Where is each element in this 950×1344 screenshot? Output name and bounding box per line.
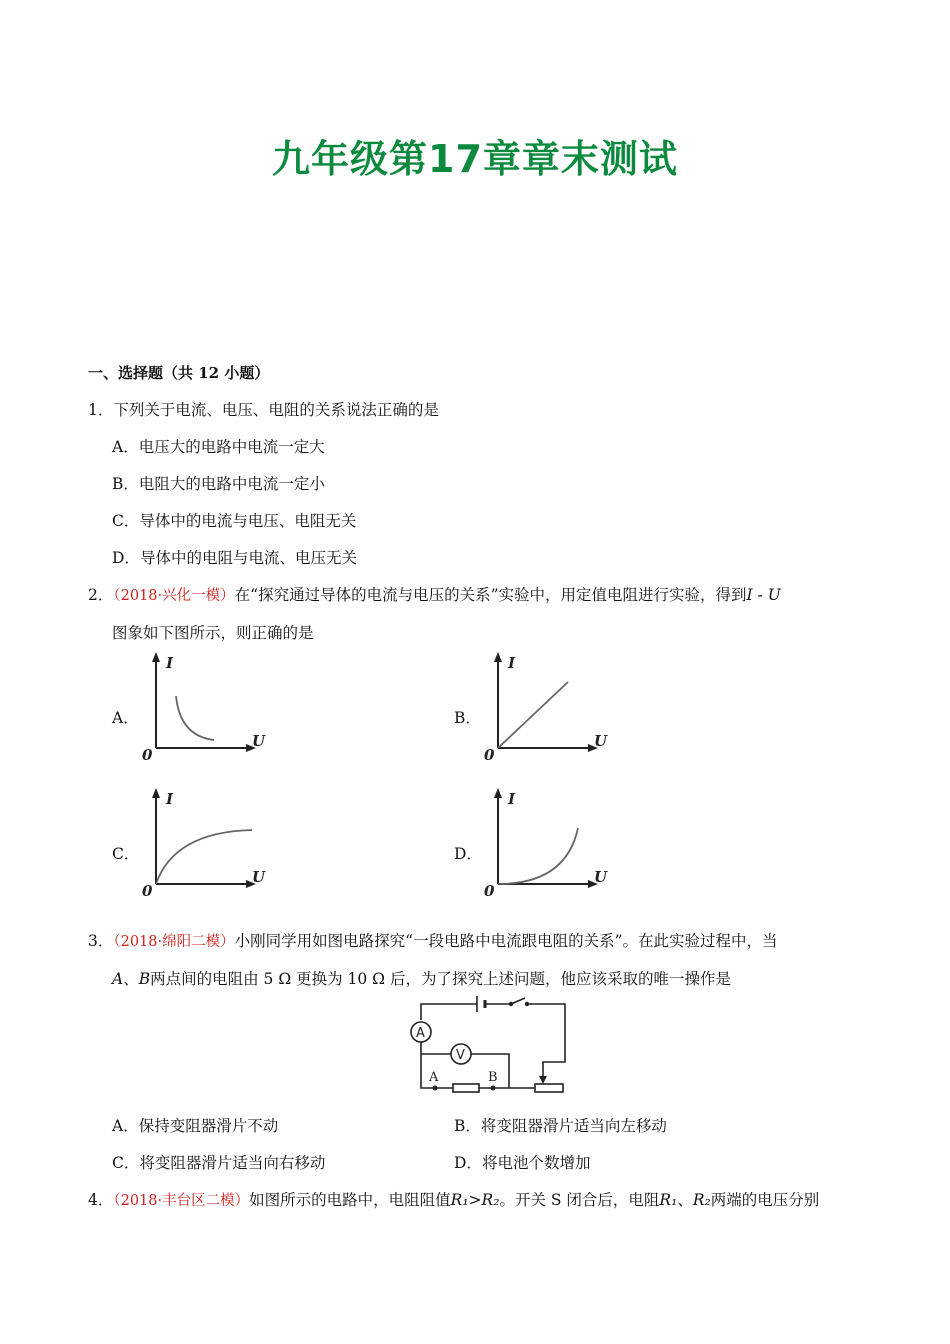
q1-option-c: C．导体中的电流与电压、电阻无关 [112, 512, 357, 530]
question-number: 2． [88, 586, 114, 604]
point-a-label: A [429, 1070, 439, 1085]
graph-a-label: A． [112, 709, 139, 727]
voltmeter-label: V [456, 1048, 465, 1063]
axis-label-i: I [166, 654, 174, 672]
axis-label-i: I [508, 790, 516, 808]
q3-option-a: A．保持变阻器滑片不动 [112, 1117, 279, 1135]
iu-symbol: I - U [746, 586, 781, 604]
graph-b [482, 652, 612, 762]
q3-option-c: C．将变阻器滑片适当向右移动 [112, 1154, 326, 1172]
curve-concave-down [156, 830, 252, 884]
graph-c [140, 788, 270, 898]
wire-top-right [529, 1004, 565, 1062]
point-a-dot [433, 1086, 438, 1091]
question-number: 3． [88, 932, 114, 950]
source-tag: （2018·丰台区二模） [113, 1193, 250, 1209]
curve-inverse [176, 696, 214, 740]
q3-option-b: B．将变阻器滑片适当向左移动 [454, 1117, 667, 1135]
curve-linear [498, 682, 568, 748]
question-stem: 下列关于电流、电压、电阻的关系说法正确的是 [113, 401, 439, 419]
origin-label: 0 [484, 882, 495, 900]
axis-label-u: U [252, 732, 266, 750]
rheostat-icon [535, 1084, 563, 1092]
graph-d-label: D． [454, 845, 482, 863]
question-number: 4． [88, 1191, 114, 1209]
y-arrow [494, 788, 502, 798]
rheostat-slider-arrow [539, 1076, 547, 1084]
question-4: 4．（2018·丰台区二模）如图所示的电路中，电阻阻值R₁>R₂。开关 S 闭合后，电阻R₁、R₂两端的电压分别 [88, 1191, 820, 1209]
point-b-label: B [488, 1070, 498, 1085]
q3-option-d: D．将电池个数增加 [454, 1154, 591, 1172]
question-3 [88, 929, 778, 951]
origin-label: 0 [484, 746, 495, 764]
question-stem: 在“探究通过导体的电流与电压的关系”实验中，用定值电阻进行实验，得到 [234, 586, 747, 604]
question-2-line2: 图象如下图所示，则正确的是 [112, 624, 314, 642]
y-arrow [152, 788, 160, 798]
graph-a [140, 652, 270, 762]
axis-label-i: I [508, 654, 516, 672]
y-arrow [494, 652, 502, 662]
q1-option-d: D．导体中的电阻与电流、电压无关 [112, 549, 357, 567]
q1-option-a: A．电压大的电路中电流一定大 [112, 438, 325, 456]
graph-d [482, 788, 612, 898]
axis-label-i: I [166, 790, 174, 808]
switch-contact [525, 1002, 529, 1006]
origin-label: 0 [142, 882, 153, 900]
graph-c-label: C． [112, 845, 140, 863]
switch-lever [511, 998, 525, 1004]
resistor-icon [453, 1084, 479, 1092]
axis-label-u: U [594, 868, 608, 886]
question-stem: 小刚同学用如图电路探究“一段电路中电流跟电阻的关系”。在此实验过程中，当 [234, 932, 778, 950]
wire-top-left [421, 1004, 477, 1020]
source-tag: （2018·绵阳二模） [113, 934, 235, 950]
circuit-diagram [405, 996, 575, 1096]
question-3-line2: A、B两点间的电阻由 5 Ω 更换为 10 Ω 后，为了探究上述问题，他应该采取的唯一操作是 [112, 970, 731, 988]
graph-b-label: B． [454, 709, 481, 727]
section-heading: 一、选择题（共 12 小题） [88, 364, 270, 382]
source-tag: （2018·兴化一模） [113, 588, 235, 604]
curve-concave-up [498, 828, 578, 884]
question-2 [88, 583, 781, 605]
axis-label-u: U [252, 868, 266, 886]
y-arrow [152, 652, 160, 662]
page-title: 九年级第17章章末测试 [272, 137, 678, 181]
origin-label: 0 [142, 746, 153, 764]
q1-option-b: B．电阻大的电路中电流一定小 [112, 475, 325, 493]
question-1 [88, 398, 439, 420]
question-number: 1． [88, 401, 114, 419]
ammeter-label: A [416, 1026, 425, 1041]
axis-label-u: U [594, 732, 608, 750]
